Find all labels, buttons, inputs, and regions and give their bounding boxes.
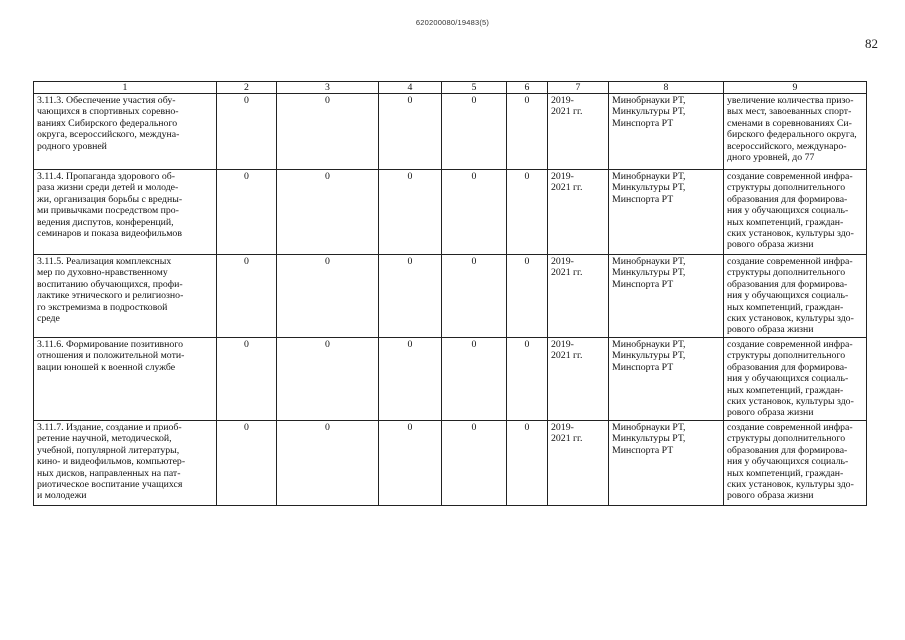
value-cell: 0: [379, 421, 442, 506]
table-row: [34, 421, 867, 506]
value-cell: 0: [507, 94, 548, 170]
value-cell: 0: [442, 421, 507, 506]
table-row: [34, 170, 867, 255]
column-header-2: 2: [217, 82, 277, 94]
value-cell: 0: [277, 255, 379, 338]
value-cell: 0: [217, 338, 277, 421]
value-cell: 0: [442, 94, 507, 170]
task-cell: 3.11.4. Пропаганда здорового об- раза жизни среди детей и молоде- жи, организация борьбы с вредны- ми привычками посредством про- ведения диспутов, конференций, семинаров и показа видеофильмов: [34, 170, 217, 255]
task-cell: 3.11.5. Реализация комплексных мер по духовно-нравственному воспитанию обучающихся, профи- лактике этнического и религиозно- го экстремизма в подростковой среде: [34, 255, 217, 338]
column-header-6: 6: [507, 82, 548, 94]
executors-cell: Минобрнауки РТ, Минкультуры РТ, Минспорта РТ: [609, 338, 724, 421]
period-cell: 2019- 2021 гг.: [548, 421, 609, 506]
column-header-8: 8: [609, 82, 724, 94]
column-header-1: 1: [34, 82, 217, 94]
value-cell: 0: [442, 255, 507, 338]
result-cell: создание современной инфра- структуры дополнительного образования для формирова- ния у обучающихся социаль- ных компетенций, граждан- ских установок, культуры здо- рового образа жизни: [724, 170, 867, 255]
result-cell: увеличение количества призо- вых мест, завоеванных спорт- сменами в соревнованиях Си- бирского федерального округа, всероссийского, междунаро- дного уровней, до 77: [724, 94, 867, 170]
result-cell: создание современной инфра- структуры дополнительного образования для формирова- ния у обучающихся социаль- ных компетенций, граждан- ских установок, культуры здо- рового образа жизни: [724, 421, 867, 506]
column-header-7: 7: [548, 82, 609, 94]
value-cell: 0: [217, 421, 277, 506]
column-header-4: 4: [379, 82, 442, 94]
value-cell: 0: [507, 338, 548, 421]
value-cell: 0: [507, 421, 548, 506]
page-number: 82: [865, 36, 878, 51]
task-cell: 3.11.3. Обеспечение участия обу- чающихся в спортивных соревно- ваниях Сибирского федерального округа, всероссийского, междуна- родного уровней: [34, 94, 217, 170]
executors-cell: Минобрнауки РТ, Минкультуры РТ, Минспорта РТ: [609, 94, 724, 170]
executors-cell: Минобрнауки РТ, Минкультуры РТ, Минспорта РТ: [609, 421, 724, 506]
value-cell: 0: [379, 255, 442, 338]
value-cell: 0: [442, 338, 507, 421]
program-table: [33, 81, 867, 506]
result-cell: создание современной инфра- структуры дополнительного образования для формирова- ния у обучающихся социаль- ных компетенций, граждан- ских установок, культуры здо- рового образа жизни: [724, 338, 867, 421]
value-cell: 0: [277, 421, 379, 506]
value-cell: 0: [217, 255, 277, 338]
value-cell: 0: [379, 170, 442, 255]
value-cell: 0: [217, 94, 277, 170]
period-cell: 2019- 2021 гг.: [548, 170, 609, 255]
table-row: [34, 338, 867, 421]
value-cell: 0: [277, 94, 379, 170]
value-cell: 0: [507, 255, 548, 338]
value-cell: 0: [277, 170, 379, 255]
executors-cell: Минобрнауки РТ, Минкультуры РТ, Минспорта РТ: [609, 255, 724, 338]
executors-cell: Минобрнауки РТ, Минкультуры РТ, Минспорта РТ: [609, 170, 724, 255]
period-cell: 2019- 2021 гг.: [548, 255, 609, 338]
value-cell: 0: [507, 170, 548, 255]
header-row: [34, 82, 867, 94]
column-header-9: 9: [724, 82, 867, 94]
value-cell: 0: [379, 338, 442, 421]
result-cell: создание современной инфра- структуры дополнительного образования для формирова- ния у обучающихся социаль- ных компетенций, граждан- ских установок, культуры здо- рового образа жизни: [724, 255, 867, 338]
document-id: 620200080/19483(5): [415, 18, 490, 27]
column-header-5: 5: [442, 82, 507, 94]
period-cell: 2019- 2021 гг.: [548, 94, 609, 170]
table-row: [34, 94, 867, 170]
value-cell: 0: [277, 338, 379, 421]
period-cell: 2019- 2021 гг.: [548, 338, 609, 421]
value-cell: 0: [217, 170, 277, 255]
value-cell: 0: [379, 94, 442, 170]
column-header-3: 3: [277, 82, 379, 94]
value-cell: 0: [442, 170, 507, 255]
task-cell: 3.11.7. Издание, создание и приоб- ретение научной, методической, учебной, популярной литературы, кино- и видеофильмов, компьютер- ных дисков, направленных на пат- риотическое воспитание учащихся и молодежи: [34, 421, 217, 506]
table-row: [34, 255, 867, 338]
task-cell: 3.11.6. Формирование позитивного отношения и положительной моти- вации юношей к военной службе: [34, 338, 217, 421]
